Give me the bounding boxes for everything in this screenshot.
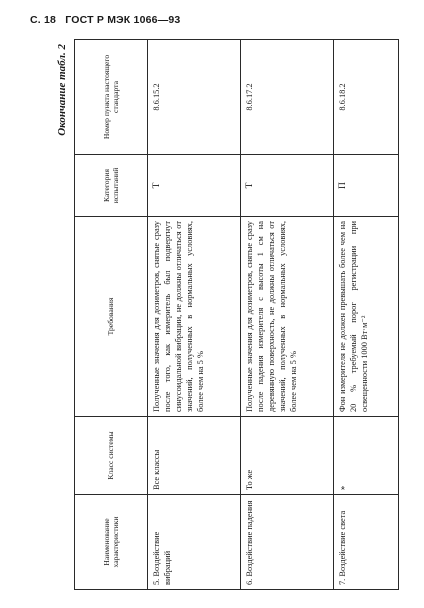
row-clause-number: 8.6.18.2 xyxy=(334,40,399,155)
row-clause-number: 8.6.15.2 xyxy=(148,40,241,155)
row-characteristic xyxy=(334,495,399,590)
row-requirement: Полученные значения для дозиметров, снятые сразу после того, как измеритель был подвергнут синусоидальной вибрации, не должны отличаться от значений, полученных в нормальных условиях, более чем на 5 % xyxy=(148,217,241,417)
col-header-clause-number: Номер пункта настоящего стандарта xyxy=(75,40,148,155)
col-header-test-category: Категория испытаний xyxy=(75,155,148,217)
row-characteristic-text: Воздействие света xyxy=(338,510,347,577)
table-row xyxy=(148,40,241,590)
row-system-class: То же xyxy=(241,417,334,495)
row-test-category: П xyxy=(334,155,399,217)
col-header-system-class: Класс системы xyxy=(75,417,148,495)
row-requirement: Полученные значения для дозиметров, снятые сразу после падения измерителя с высоты 1 см на деревянную поверхность, не должны отличаться от значений, полученных в нормальных условиях, более чем на 5 % xyxy=(241,217,334,417)
row-characteristic xyxy=(241,495,334,590)
row-test-category: Т xyxy=(241,155,334,217)
row-number: 5. xyxy=(152,578,161,585)
row-characteristic xyxy=(148,495,241,590)
table-header-row xyxy=(75,40,148,590)
continuation-note: Окончание табл. 2 xyxy=(56,44,68,136)
col-header-characteristic: Наименование характеристики xyxy=(75,495,148,590)
row-system-class: » xyxy=(334,417,399,495)
row-number: 6. xyxy=(245,578,254,585)
requirements-table xyxy=(74,39,399,590)
col-header-requirements: Требования xyxy=(75,217,148,417)
page-number: С. 18 xyxy=(30,14,57,26)
table-row xyxy=(241,40,334,590)
row-clause-number: 8.6.17.2 xyxy=(241,40,334,155)
table-row xyxy=(334,40,399,590)
row-number: 7. xyxy=(338,578,347,585)
row-test-category: Т xyxy=(148,155,241,217)
rotated-table-block xyxy=(56,40,406,590)
row-system-class: Все классы xyxy=(148,417,241,495)
page-header xyxy=(30,14,186,26)
row-characteristic-text: Воздействие падения xyxy=(245,500,254,577)
row-characteristic-text: Воздействие вибраций xyxy=(152,531,173,585)
row-requirement: Фон измерителя не должен превышать более чем на 20 % требуемый порог регистрации при освещенности 1000 Вт·м⁻² xyxy=(334,217,399,417)
standard-designation: ГОСТ Р МЭК 1066—93 xyxy=(65,14,181,26)
